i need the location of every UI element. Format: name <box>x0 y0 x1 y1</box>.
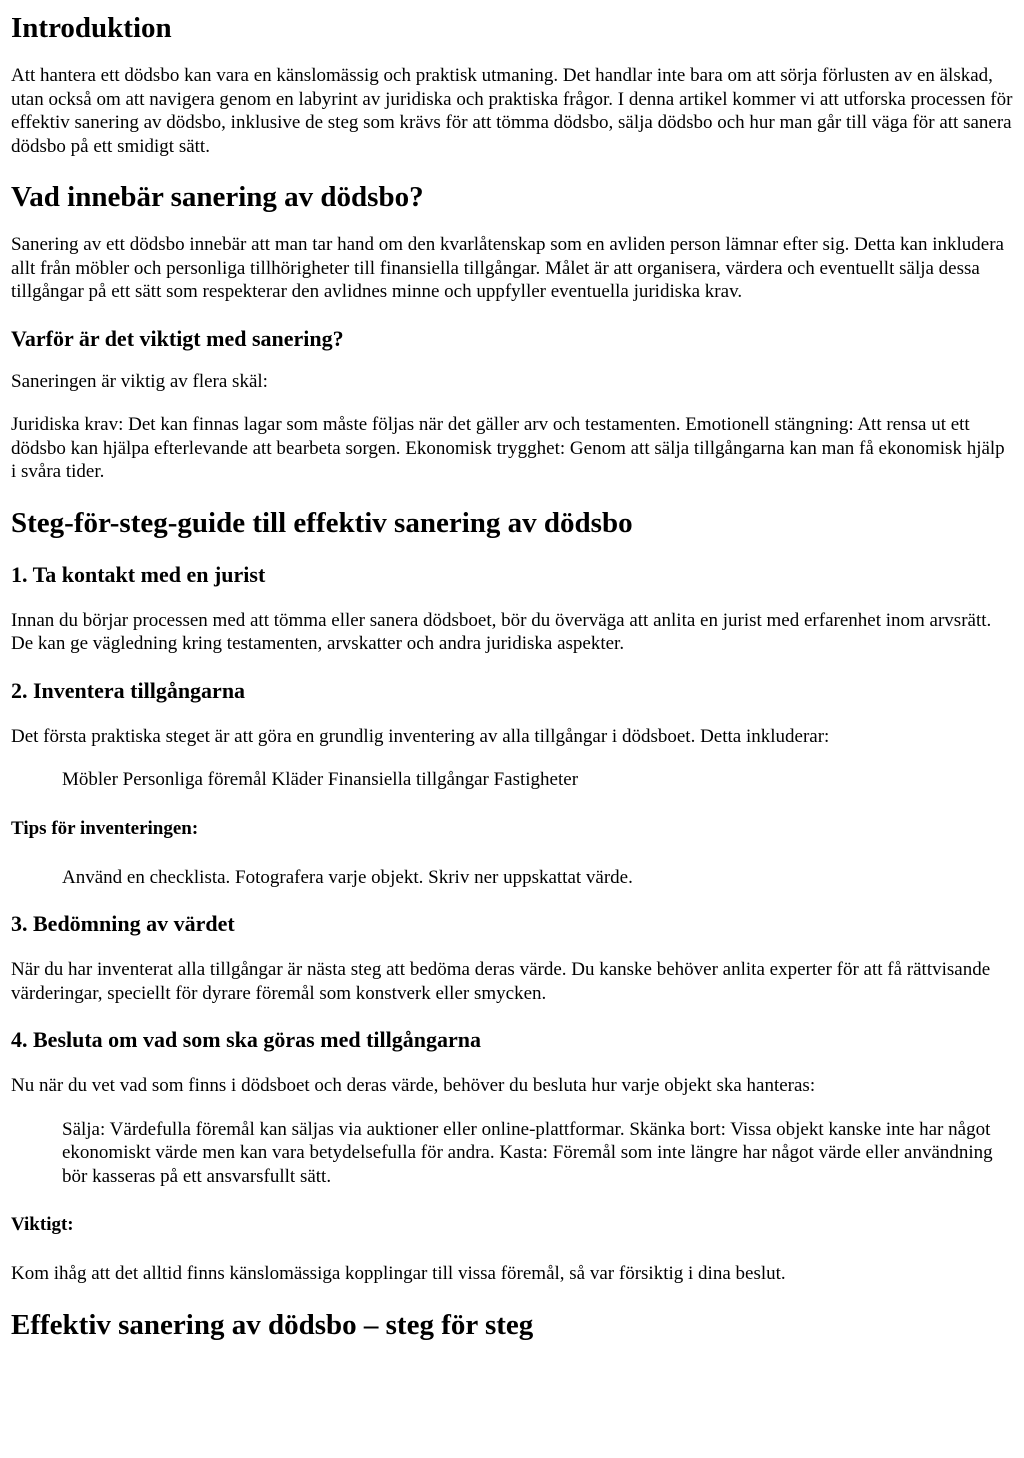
heading-step-4: 4. Besluta om vad som ska göras med tillgångarna <box>11 1027 481 1052</box>
heading-step-3: 3. Bedömning av värdet <box>11 911 235 936</box>
step-1-paragraph: Innan du börjar processen med att tömma eller sanera dödsboet, bör du överväga att anlita en jurist med erfarenhet inom arvsrätt. De kan ge vägledning kring testamenten, arvskatter och andra juridiska aspekter. <box>11 609 992 654</box>
step-2-paragraph: Det första praktiska steget är att göra en grundlig inventering av alla tillgångar i dödsboet. Detta inkluderar: <box>11 725 830 747</box>
intro-paragraph: Att hantera ett dödsbo kan vara en känslomässig och praktisk utmaning. Det handlar inte bara om att sörja förlusten av en älskad, utan också om att navigera genom en labyrint av juridiska och praktiska frågor. I denna artikel kommer vi att utforska processen för effektiv sanering av dödsbo, inklusive de steg som krävs för att tömma dödsbo, sälja dödsbo och hur man går till väga för att sanera dödsbo på ett smidigt sätt. <box>11 65 1013 157</box>
heading-introduktion: Introduktion <box>11 12 172 44</box>
step-4-paragraph: Nu när du vet vad som finns i dödsboet och deras värde, behöver du besluta hur varje objekt ska hanteras: <box>11 1075 816 1096</box>
heading-step-2: 2. Inventera tillgångarna <box>11 677 246 703</box>
heading-tips: Tips för inventeringen: <box>11 817 199 839</box>
step-4-handling-list: Sälja: Värdefulla föremål kan säljas via auktioner eller online-plattformar. Skänka bort: Vissa objekt kanske inte har något ekonomiskt värde men kan vara betydelsefulla för andra. Kasta: Föremål som inte längre har något värde eller användning bör kasseras på ett ansvarsfullt sätt. <box>62 1118 993 1187</box>
heading-important: Viktigt: <box>11 1214 74 1235</box>
article <box>0 10 1024 1343</box>
heading-step-guide: Steg-för-steg-guide till effektiv sanering av dödsbo <box>11 506 633 539</box>
heading-step-1: 1. Ta kontakt med en jurist <box>11 561 266 587</box>
what-paragraph: Sanering av ett dödsbo innebär att man tar hand om den kvarlåtenskap som en avliden person lämnar efter sig. Detta kan inkludera allt från möbler och personliga tillhörigheter till finansiella tillgångar. Målet är att organisera, värdera och eventuellt sälja dessa tillgångar på ett sätt som respekterar den avlidnes minne och uppfyller eventuella juridiska krav. <box>11 234 1004 302</box>
heading-why-important: Varför är det viktigt med sanering? <box>11 325 344 351</box>
important-paragraph: Kom ihåg att det alltid finns känslomässiga kopplingar till vissa föremål, så var försiktig i dina beslut. <box>11 1263 786 1284</box>
tips-list: Använd en checklista. Fotografera varje objekt. Skriv ner uppskattat värde. <box>62 866 633 888</box>
heading-effektiv-sanering: Effektiv sanering av dödsbo – steg för steg <box>11 1308 534 1341</box>
why-reasons-paragraph: Juridiska krav: Det kan finnas lagar som måste följas när det gäller arv och testamenten. Emotionell stängning: Att rensa ut ett dödsbo kan hjälpa efterlevande att bearbeta sorgen. Ekonomisk trygghet: Genom att sälja tillgångarna kan man få ekonomisk hjälp i svåra tider. <box>11 414 1005 482</box>
heading-what-is-sanering: Vad innebär sanering av dödsbo? <box>11 181 424 213</box>
step-3-paragraph: När du har inventerat alla tillgångar är nästa steg att bedöma deras värde. Du kanske behöver anlita experter för att få rättvisande värderingar, speciellt för dyrare föremål som konstverk eller smycken. <box>11 959 991 1004</box>
step-2-asset-list: Möbler Personliga föremål Kläder Finansiella tillgångar Fastigheter <box>62 769 579 790</box>
why-intro-paragraph: Saneringen är viktig av flera skäl: <box>11 370 268 392</box>
